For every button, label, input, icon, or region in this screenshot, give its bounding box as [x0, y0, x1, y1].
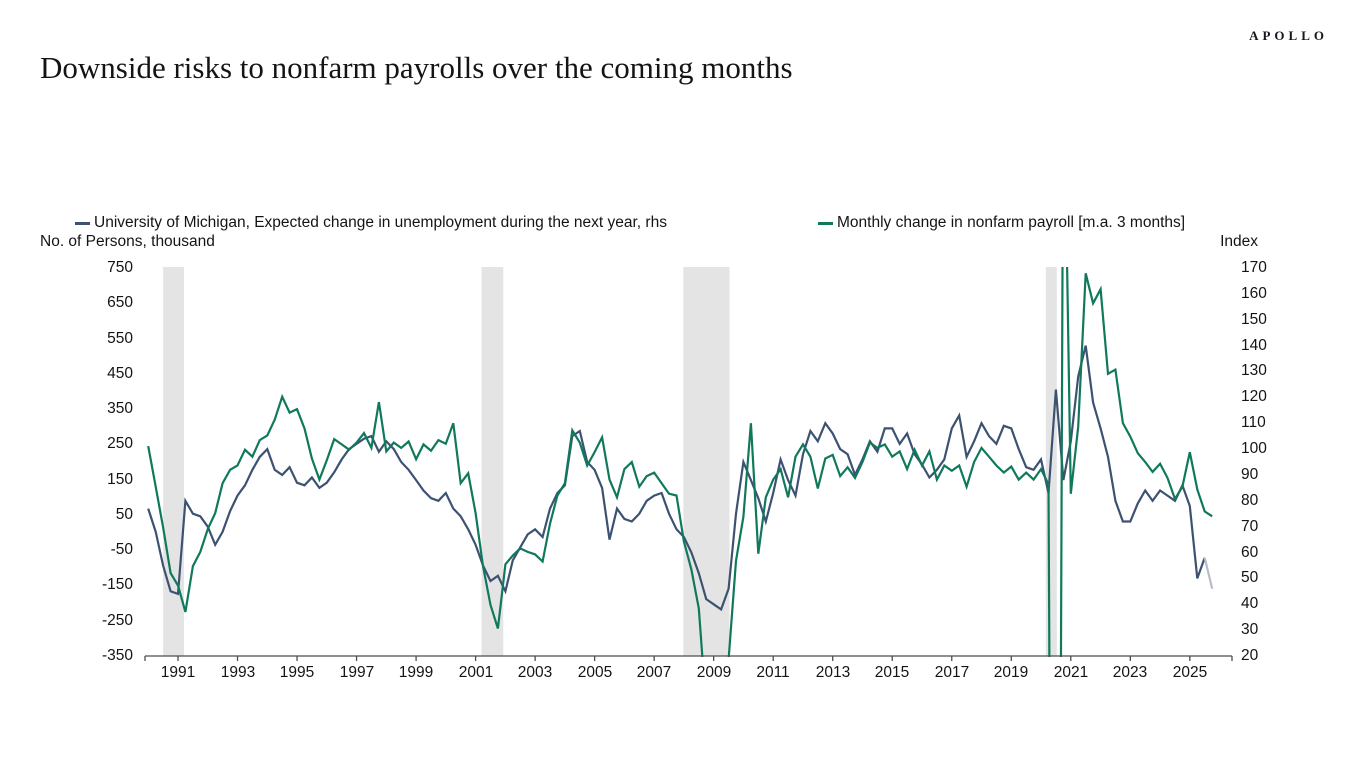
y-axis-label-right: 30 — [1241, 621, 1259, 638]
y-axis-label-left: 550 — [107, 330, 133, 347]
y-axis-label-right: 50 — [1241, 569, 1259, 586]
legend-label-payroll: Monthly change in nonfarm payroll [m.a. 3 months] — [837, 214, 1186, 231]
x-axis-label: 2025 — [1172, 664, 1208, 681]
chart-title: Downside risks to nonfarm payrolls over the coming months — [40, 50, 793, 85]
y-axis-label-right: 140 — [1241, 337, 1267, 354]
y-axis-label-right: 150 — [1241, 311, 1267, 328]
x-axis-label: 2017 — [934, 664, 970, 681]
recession-band — [482, 267, 504, 656]
y-axis-label-left: 750 — [107, 259, 133, 276]
x-axis-label: 2023 — [1112, 664, 1148, 681]
y-axis-label-right: 100 — [1241, 440, 1267, 457]
y-axis-label-right: 130 — [1241, 362, 1267, 379]
x-axis-label: 1995 — [279, 664, 315, 681]
x-axis-label: 2005 — [577, 664, 613, 681]
y-axis-label-left: 350 — [107, 400, 133, 417]
left-axis-title: No. of Persons, thousand — [40, 233, 215, 250]
y-axis-label-right: 170 — [1241, 259, 1267, 276]
x-axis-label: 2021 — [1053, 664, 1089, 681]
y-axis-label-right: 90 — [1241, 466, 1259, 483]
y-axis-label-right: 120 — [1241, 388, 1267, 405]
y-axis-label-left: 450 — [107, 365, 133, 382]
x-axis-label: 2011 — [756, 664, 790, 681]
x-axis-label: 2003 — [517, 664, 553, 681]
y-axis-label-right: 160 — [1241, 285, 1267, 302]
y-axis-label-left: 50 — [115, 506, 133, 523]
x-axis-label: 1997 — [339, 664, 375, 681]
apollo-logo: APOLLO — [1249, 28, 1328, 43]
y-axis-label-right: 60 — [1241, 544, 1259, 561]
x-axis-label: 2001 — [458, 664, 494, 681]
x-axis-label: 2019 — [993, 664, 1029, 681]
y-axis-label-right: 70 — [1241, 518, 1259, 535]
y-axis-label-right: 20 — [1241, 647, 1259, 664]
y-axis-label-left: -150 — [101, 576, 133, 593]
y-axis-label-left: -50 — [110, 541, 133, 558]
series-line-2 — [1205, 558, 1213, 589]
legend-label-michigan: University of Michigan, Expected change in unemployment during the next year, rhs — [94, 214, 667, 231]
y-axis-label-left: -350 — [101, 647, 133, 664]
right-axis-title: Index — [1220, 233, 1258, 250]
y-axis-label-right: 110 — [1241, 414, 1266, 431]
x-axis-label: 2015 — [874, 664, 910, 681]
y-axis-label-left: 650 — [107, 294, 133, 311]
y-axis-label-right: 40 — [1241, 595, 1259, 612]
x-axis-label: 2013 — [815, 664, 851, 681]
y-axis-label-left: 250 — [107, 435, 133, 452]
y-axis-label-left: -250 — [101, 612, 133, 629]
y-axis-label-right: 80 — [1241, 492, 1259, 509]
x-axis-label: 1993 — [220, 664, 256, 681]
x-axis-label: 2009 — [696, 664, 732, 681]
x-axis-label: 2007 — [636, 664, 672, 681]
x-axis-label: 1999 — [398, 664, 434, 681]
x-axis-label: 1991 — [160, 664, 196, 681]
y-axis-label-left: 150 — [107, 471, 133, 488]
x-axis — [145, 656, 1232, 661]
recession-bands — [163, 267, 1057, 656]
